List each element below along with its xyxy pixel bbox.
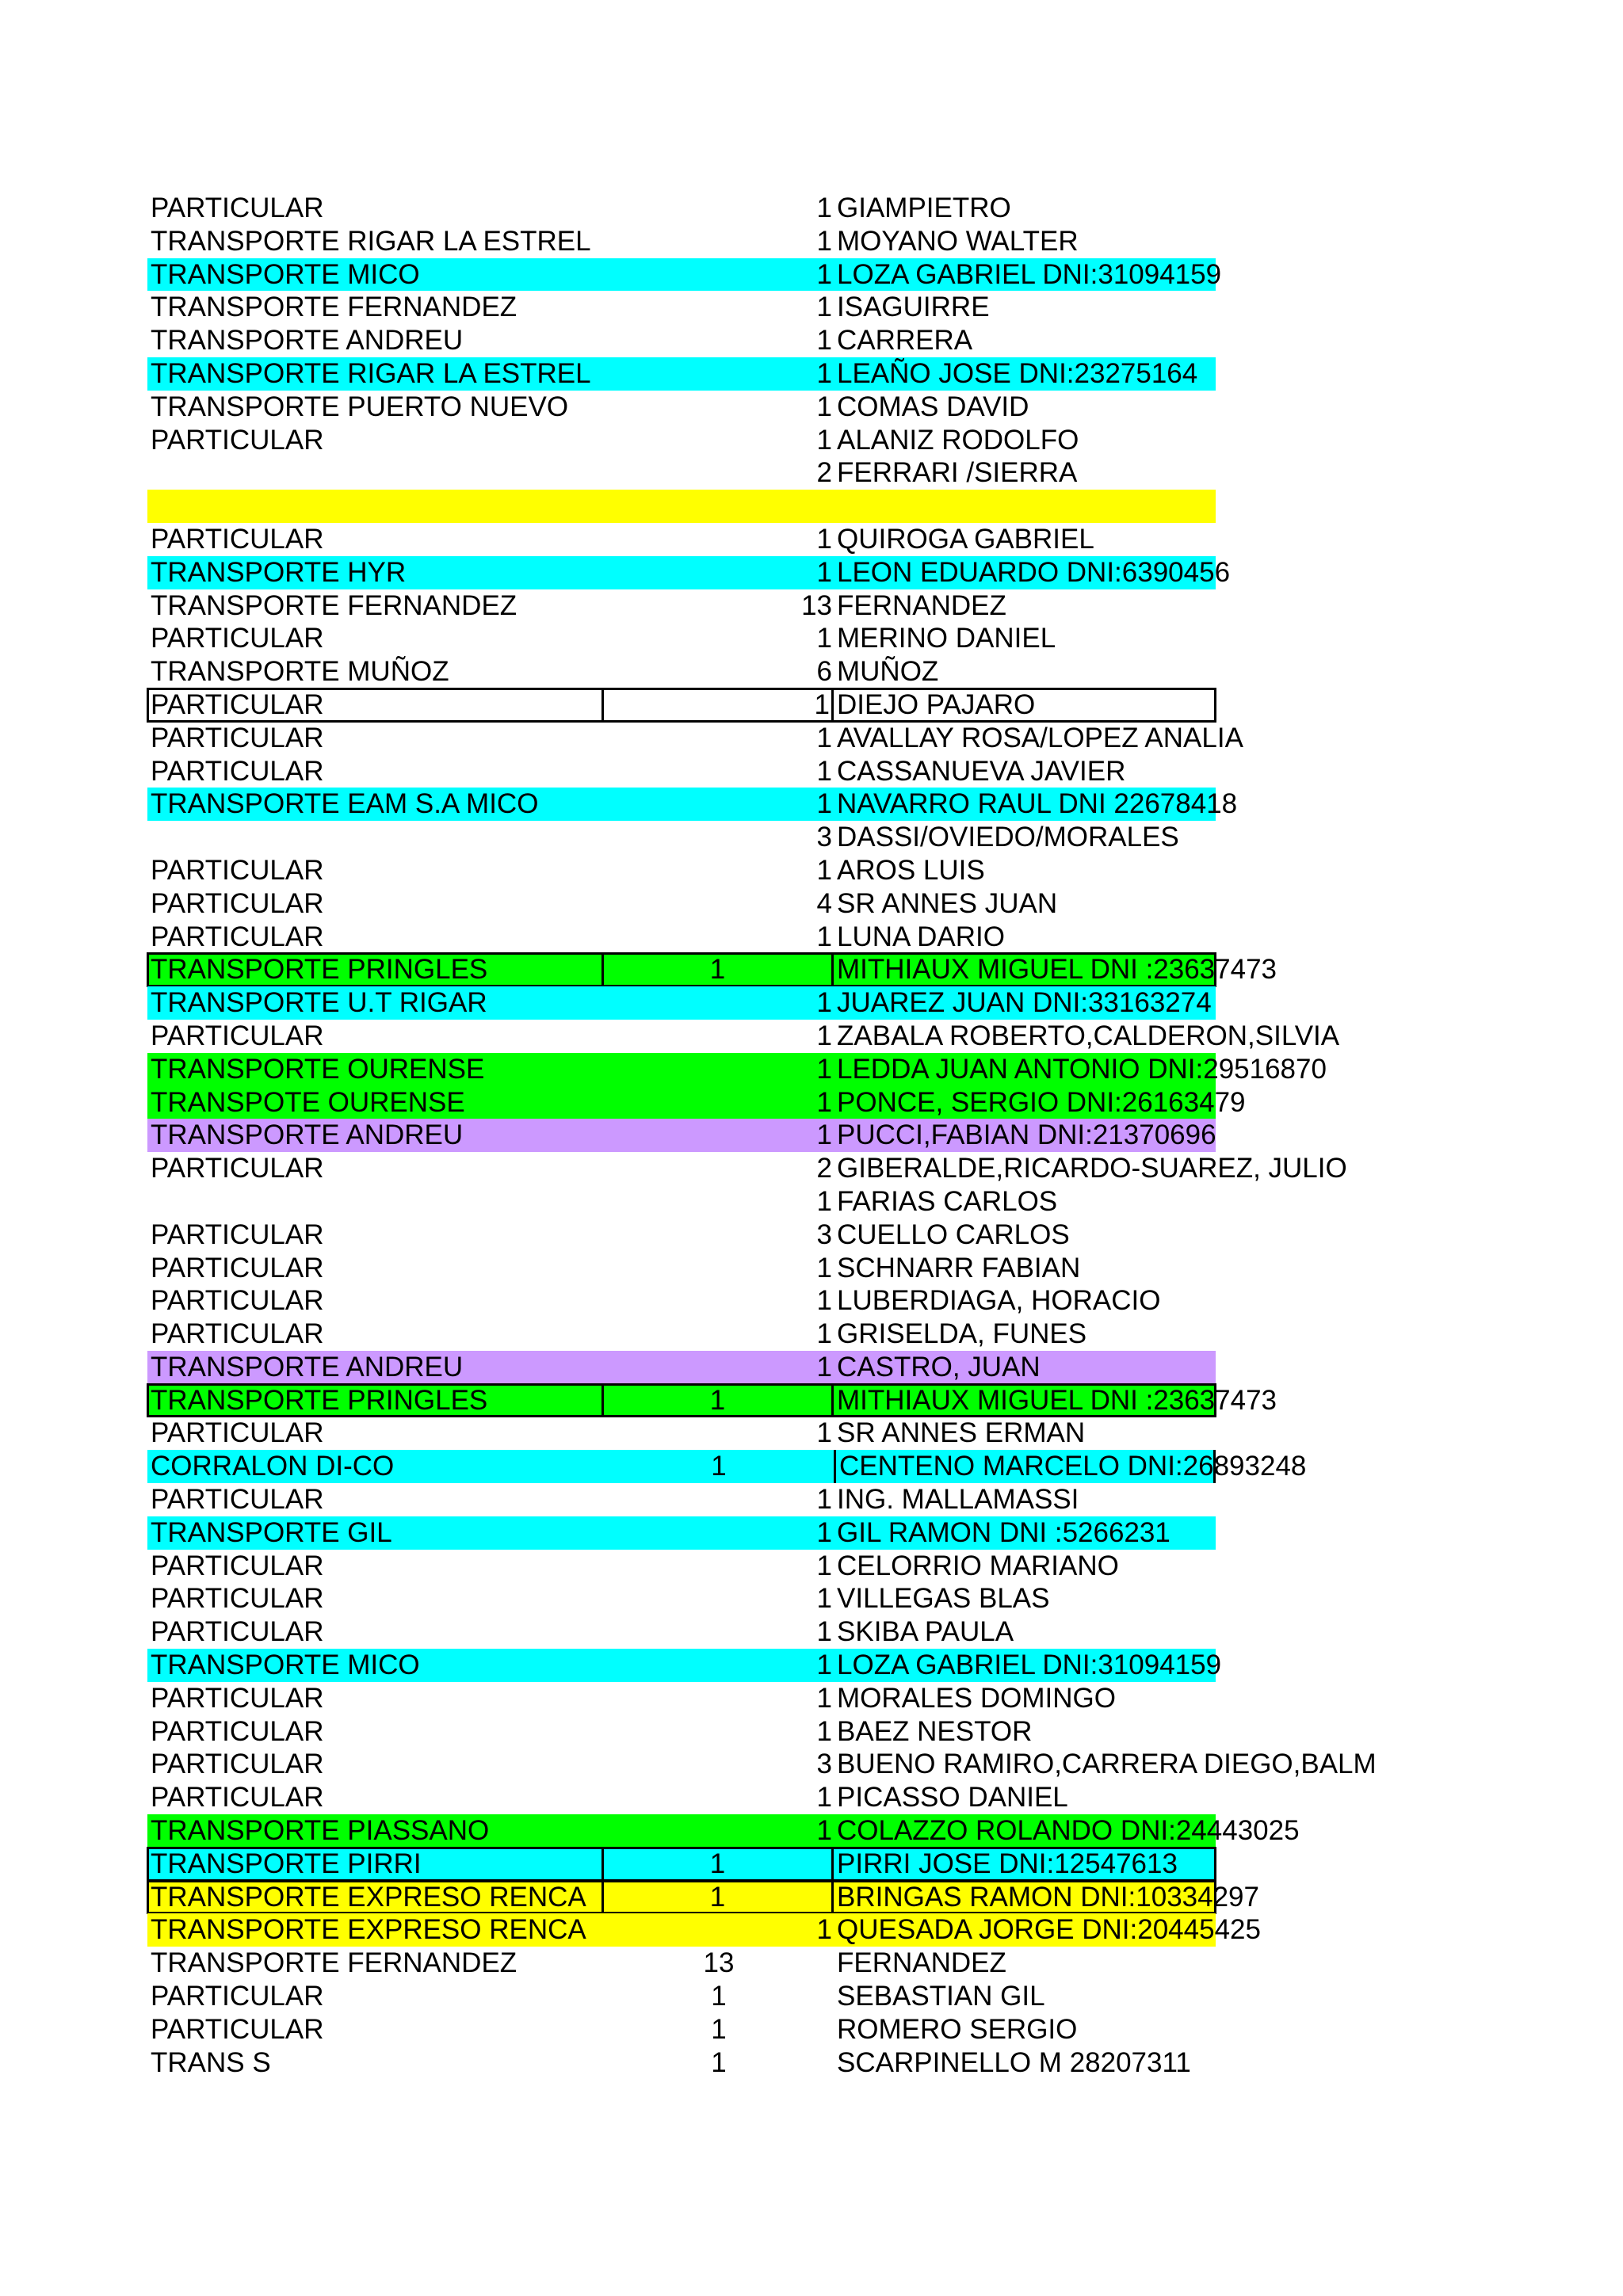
cell-name[interactable]: CASTRO, JUAN [837,1351,1041,1383]
cell-name[interactable]: QUESADA JORGE DNI:20445425 [837,1914,1261,1946]
cell-company[interactable]: PARTICULAR [151,1153,324,1184]
table-row [147,523,1216,556]
table-row [147,225,1216,258]
cell-name[interactable]: FERNANDEZ [837,1947,1006,1979]
cell-quantity[interactable]: 1 [816,292,832,323]
cell-quantity[interactable]: 1 [816,1053,832,1085]
cell-company[interactable]: TRANSPORTE MUÑOZ [151,656,449,688]
cell-company[interactable]: PARTICULAR [151,1285,324,1317]
cell-company[interactable]: PARTICULAR [151,722,324,753]
cell-company[interactable]: PARTICULAR [151,1583,324,1615]
table-row [147,324,1216,357]
cell-name[interactable]: NAVARRO RAUL DNI 22678418 [837,788,1238,820]
cell-company[interactable] [147,456,604,490]
cell-company[interactable]: TRANS S [151,2046,271,2078]
cell-company[interactable]: PARTICULAR [151,523,324,555]
cell-company[interactable]: TRANSPORTE FERNANDEZ [151,589,517,621]
cell-quantity[interactable]: 1 [816,225,832,257]
table-row [147,1781,1216,1814]
table-row [147,854,1216,887]
cell-quantity[interactable]: 1 [816,1318,832,1350]
table-row [147,1185,1216,1219]
cell-company[interactable]: TRANSPOTE OURENSE [151,1086,465,1118]
cell-quantity[interactable]: 2 [816,457,832,489]
cell-name[interactable]: MITHIAUX MIGUEL DNI :23637473 [837,954,1277,986]
cell-quantity[interactable]: 1 [711,1981,727,2012]
cell-quantity[interactable]: 1 [816,921,832,952]
cell-quantity[interactable]: 1 [816,1650,832,1681]
cell-name[interactable]: BAEZ NESTOR [837,1715,1033,1747]
cell-name[interactable]: PIRRI JOSE DNI:12547613 [837,1848,1178,1879]
table-row [147,1417,1216,1450]
cell-quantity[interactable]: 1 [816,1185,832,1217]
cell-quantity[interactable]: 1 [816,1285,832,1317]
cell-name[interactable]: MORALES DOMINGO [837,1682,1116,1714]
table-row [147,1219,1216,1252]
cell-name[interactable]: PONCE, SERGIO DNI:26163479 [837,1086,1246,1118]
table-row [147,887,1216,921]
cell-quantity[interactable]: 2 [816,1153,832,1184]
table-row [147,2013,1216,2046]
table-row [147,1318,1216,1351]
cell-company[interactable]: PARTICULAR [151,1252,324,1283]
cell-quantity[interactable]: 1 [604,1881,834,1914]
table-row [147,2046,1216,2080]
cell-quantity[interactable]: 3 [816,1749,832,1780]
cell-company[interactable]: TRANSPORTE MICO [151,258,420,290]
table-row [147,258,1222,292]
cell-company[interactable]: TRANSPORTE PUERTO NUEVO [151,391,569,422]
cell-quantity[interactable]: 3 [816,822,832,853]
table-row [147,655,1216,688]
cell-name[interactable]: GIAMPIETRO [837,193,1011,223]
cell-company[interactable]: TRANSPORTE ANDREU [151,1351,464,1383]
cell-company[interactable]: PARTICULAR [151,2013,324,2045]
cell-quantity[interactable]: 1 [816,722,832,753]
cell-quantity[interactable]: 1 [816,1417,832,1449]
cell-company[interactable]: PARTICULAR [151,623,324,654]
table-row [147,291,1216,324]
cell-company[interactable]: TRANSPORTE MICO [151,1650,420,1681]
table-row [147,1649,1222,1682]
table-row [147,1848,1216,1881]
cell-company[interactable]: TRANSPORTE EAM S.A MICO [151,788,539,820]
cell-quantity[interactable]: 6 [816,656,832,688]
cell-company[interactable]: PARTICULAR [151,424,324,456]
cell-company[interactable]: PARTICULAR [151,1417,324,1449]
cell-name[interactable]: CENTENO MARCELO DNI:26893248 [834,1450,1216,1483]
cell-quantity[interactable]: 13 [703,1947,735,1979]
cell-company[interactable]: TRANSPORTE PIASSANO [151,1815,490,1847]
cell-company[interactable]: PARTICULAR [151,1020,324,1051]
cell-company[interactable]: TRANSPORTE U.T RIGAR [151,987,487,1019]
cell-name[interactable]: MOYANO WALTER [837,225,1079,257]
cell-company[interactable]: PARTICULAR [151,1550,324,1581]
cell-quantity[interactable]: 1 [604,1384,834,1417]
cell-company[interactable]: TRANSPORTE PRINGLES [147,1384,604,1417]
table-row [147,755,1216,788]
table-row [147,1715,1216,1749]
cell-quantity[interactable]: 1 [816,1914,832,1946]
cell-quantity[interactable]: 1 [816,357,832,389]
cell-name[interactable] [834,490,1216,523]
cell-name[interactable]: QUIROGA GABRIEL [837,523,1094,555]
cell-name[interactable]: SCHNARR FABIAN [837,1252,1081,1283]
table-row [147,490,1216,523]
cell-company[interactable] [147,490,604,523]
cell-company[interactable]: PARTICULAR [151,1219,324,1250]
cell-quantity[interactable]: 1 [816,1086,832,1118]
cell-name[interactable]: COLAZZO ROLANDO DNI:24443025 [837,1815,1300,1847]
cell-name[interactable]: SR ANNES ERMAN [837,1417,1086,1449]
cell-name[interactable]: ROMERO SERGIO [837,2013,1078,2045]
cell-company[interactable]: PARTICULAR [151,1616,324,1648]
table-row [147,391,1216,424]
cell-quantity[interactable]: 1 [816,258,832,290]
cell-name[interactable]: GRISELDA, FUNES [837,1318,1087,1350]
cell-name[interactable]: CASSANUEVA JAVIER [837,755,1126,787]
cell-quantity[interactable] [604,490,834,523]
cell-company[interactable]: TRANSPORTE RIGAR LA ESTREL [151,357,591,389]
cell-quantity[interactable]: 1 [604,688,834,722]
cell-quantity[interactable]: 1 [816,325,832,357]
cell-name[interactable]: COMAS DAVID [837,391,1029,422]
cell-name[interactable]: JUAREZ JUAN DNI:33163274 [837,987,1212,1019]
cell-quantity[interactable]: 1 [711,1451,727,1482]
cell-name[interactable]: ING. MALLAMASSI [837,1484,1079,1516]
cell-name[interactable]: LEDDA JUAN ANTONIO DNI:29516870 [837,1053,1327,1085]
cell-company[interactable]: PARTICULAR [151,854,324,886]
cell-quantity[interactable]: 1 [816,1516,832,1548]
cell-name[interactable]: ZABALA ROBERTO,CALDERON,SILVIA [837,1020,1340,1051]
cell-name[interactable]: GIBERALDE,RICARDO-SUAREZ, JULIO [837,1153,1347,1184]
cell-quantity[interactable]: 1 [816,1616,832,1648]
cell-quantity[interactable]: 1 [604,1848,834,1881]
cell-name[interactable]: FERRARI /SIERRA [837,457,1078,489]
cell-company[interactable]: PARTICULAR [151,1782,324,1814]
cell-name[interactable]: MERINO DANIEL [837,623,1056,654]
table-row [147,1516,1216,1550]
cell-quantity[interactable]: 1 [816,1020,832,1051]
cell-name[interactable]: LOZA GABRIEL DNI:31094159 [837,258,1222,290]
table-row [147,622,1216,655]
table-row [147,424,1216,457]
table-row [147,953,1277,986]
table-row [147,357,1216,391]
cell-company[interactable]: TRANSPORTE OURENSE [151,1053,485,1085]
cell-company[interactable]: TRANSPORTE EXPRESO RENCA [151,1914,586,1946]
cell-quantity[interactable]: 13 [801,589,832,621]
cell-name[interactable]: PUCCI,FABIAN DNI:21370696 [837,1119,1216,1151]
cell-quantity[interactable]: 1 [816,1119,832,1151]
cell-company[interactable]: TRANSPORTE GIL [151,1516,392,1548]
table-row [147,1980,1216,2013]
cell-quantity[interactable]: 1 [816,523,832,555]
cell-name[interactable]: LUNA DARIO [837,921,1005,952]
cell-quantity[interactable]: 1 [816,623,832,654]
table-row [147,456,1216,490]
cell-company[interactable]: CORRALON DI-CO [151,1451,395,1482]
cell-company[interactable]: TRANSPORTE ANDREU [151,325,464,357]
cell-name[interactable]: FARIAS CARLOS [837,1185,1058,1217]
cell-quantity[interactable]: 1 [816,424,832,456]
table-row [147,1086,1246,1119]
cell-quantity[interactable]: 1 [816,755,832,787]
cell-quantity[interactable]: 1 [604,953,834,986]
cell-name[interactable]: BUENO RAMIRO,CARRERA DIEGO,BALM [837,1749,1377,1780]
cell-company[interactable]: PARTICULAR [151,1318,324,1350]
table-row [147,688,1216,722]
cell-quantity[interactable]: 1 [816,1715,832,1747]
table-row [147,1682,1216,1715]
table-row [147,986,1216,1020]
cell-name[interactable]: DIEJO PAJARO [837,688,1036,720]
cell-quantity[interactable]: 1 [816,1583,832,1615]
cell-quantity[interactable]: 1 [816,1682,832,1714]
table-row [147,1748,1377,1781]
cell-quantity[interactable]: 1 [816,1351,832,1383]
cell-name[interactable]: DASSI/OVIEDO/MORALES [837,822,1179,853]
cell-company[interactable]: PARTICULAR [151,1749,324,1780]
cell-name[interactable]: MITHIAUX MIGUEL DNI :23637473 [837,1384,1277,1416]
table-row [147,1550,1216,1583]
cell-quantity[interactable]: 1 [711,2046,727,2078]
cell-company[interactable]: PARTICULAR [151,193,324,223]
table-row [147,1947,1216,1980]
cell-company[interactable]: TRANSPORTE ANDREU [151,1119,464,1151]
cell-name[interactable]: BRINGAS RAMON DNI:10334297 [837,1881,1259,1913]
cell-name[interactable]: LOZA GABRIEL DNI:31094159 [837,1650,1222,1681]
cell-company[interactable]: PARTICULAR [151,755,324,787]
table-row [147,788,1238,821]
cell-company[interactable]: TRANSPORTE RIGAR LA ESTREL [151,225,591,257]
cell-name[interactable]: FERNANDEZ [837,589,1006,621]
cell-company[interactable]: TRANSPORTE PIRRI [147,1848,604,1881]
table-row [147,1119,1216,1152]
cell-company[interactable]: TRANSPORTE FERNANDEZ [151,1947,517,1979]
cell-company[interactable]: TRANSPORTE HYR [151,556,407,588]
table-row [147,589,1216,623]
table-row [147,1384,1277,1417]
cell-name[interactable]: CARRERA [837,325,973,357]
cell-name[interactable]: LUBERDIAGA, HORACIO [837,1285,1161,1317]
table-row [147,722,1243,755]
table-row [147,1152,1347,1185]
cell-quantity[interactable]: 1 [816,987,832,1019]
cell-name[interactable]: SCARPINELLO M 28207311 [837,2046,1191,2078]
cell-name[interactable]: SKIBA PAULA [837,1616,1014,1648]
cell-quantity[interactable]: 1 [816,556,832,588]
table-row [147,1284,1216,1318]
cell-name[interactable]: ALANIZ RODOLFO [837,424,1079,456]
cell-quantity[interactable]: 4 [816,887,832,919]
cell-company[interactable]: PARTICULAR [151,1682,324,1714]
table-row [147,1252,1216,1285]
table-row [147,1483,1216,1516]
cell-name[interactable]: LEON EDUARDO DNI:6390456 [837,556,1231,588]
table-row [147,1020,1340,1053]
cell-name[interactable]: CELORRIO MARIANO [837,1550,1119,1581]
cell-quantity[interactable]: 1 [816,1782,832,1814]
cell-name[interactable]: LEAÑO JOSE DNI:23275164 [837,357,1198,389]
cell-quantity[interactable]: 1 [711,2013,727,2045]
table-row [147,192,1216,225]
cell-company[interactable]: PARTICULAR [151,921,324,952]
cell-company[interactable] [147,821,604,854]
cell-company[interactable]: TRANSPORTE PRINGLES [147,953,604,986]
table-row [147,921,1216,954]
cell-quantity[interactable]: 1 [816,1252,832,1283]
table-row [147,1881,1259,1914]
cell-quantity[interactable]: 1 [816,1484,832,1516]
table-row [147,556,1231,589]
cell-name[interactable]: GIL RAMON DNI :5266231 [837,1516,1170,1548]
cell-company[interactable]: TRANSPORTE EXPRESO RENCA [147,1881,604,1914]
table-row [147,1615,1216,1649]
cell-name[interactable]: PICASSO DANIEL [837,1782,1068,1814]
cell-quantity[interactable]: 3 [816,1219,832,1250]
table-row [147,1582,1216,1615]
cell-quantity[interactable]: 1 [816,1815,832,1847]
cell-name[interactable]: VILLEGAS BLAS [837,1583,1050,1615]
table-row [147,1053,1327,1086]
cell-name[interactable]: CUELLO CARLOS [837,1219,1070,1250]
cell-name[interactable]: AVALLAY ROSA/LOPEZ ANALIA [837,722,1243,753]
cell-company[interactable]: PARTICULAR [147,688,604,722]
cell-name[interactable]: ISAGUIRRE [837,292,990,323]
cell-quantity[interactable]: 1 [816,1550,832,1581]
cell-name[interactable]: SEBASTIAN GIL [837,1981,1045,2012]
cell-company[interactable]: PARTICULAR [151,1981,324,2012]
table-row [147,1814,1300,1848]
table-row [147,1913,1261,1947]
cell-name[interactable]: SR ANNES JUAN [837,887,1058,919]
cell-name[interactable]: AROS LUIS [837,854,985,886]
cell-company[interactable] [147,1185,604,1219]
cell-company[interactable]: PARTICULAR [151,887,324,919]
cell-company[interactable]: PARTICULAR [151,1484,324,1516]
cell-company[interactable]: PARTICULAR [151,1715,324,1747]
cell-quantity[interactable]: 1 [816,391,832,422]
cell-company[interactable]: TRANSPORTE FERNANDEZ [151,292,517,323]
table-row [147,821,1216,854]
cell-quantity[interactable]: 1 [816,193,832,223]
table-row [147,1450,1307,1483]
spreadsheet-sheet [147,192,1377,2079]
cell-quantity[interactable]: 1 [816,788,832,820]
cell-name[interactable]: MUÑOZ [837,656,939,688]
cell-quantity[interactable]: 1 [816,854,832,886]
table-row [147,1351,1216,1384]
